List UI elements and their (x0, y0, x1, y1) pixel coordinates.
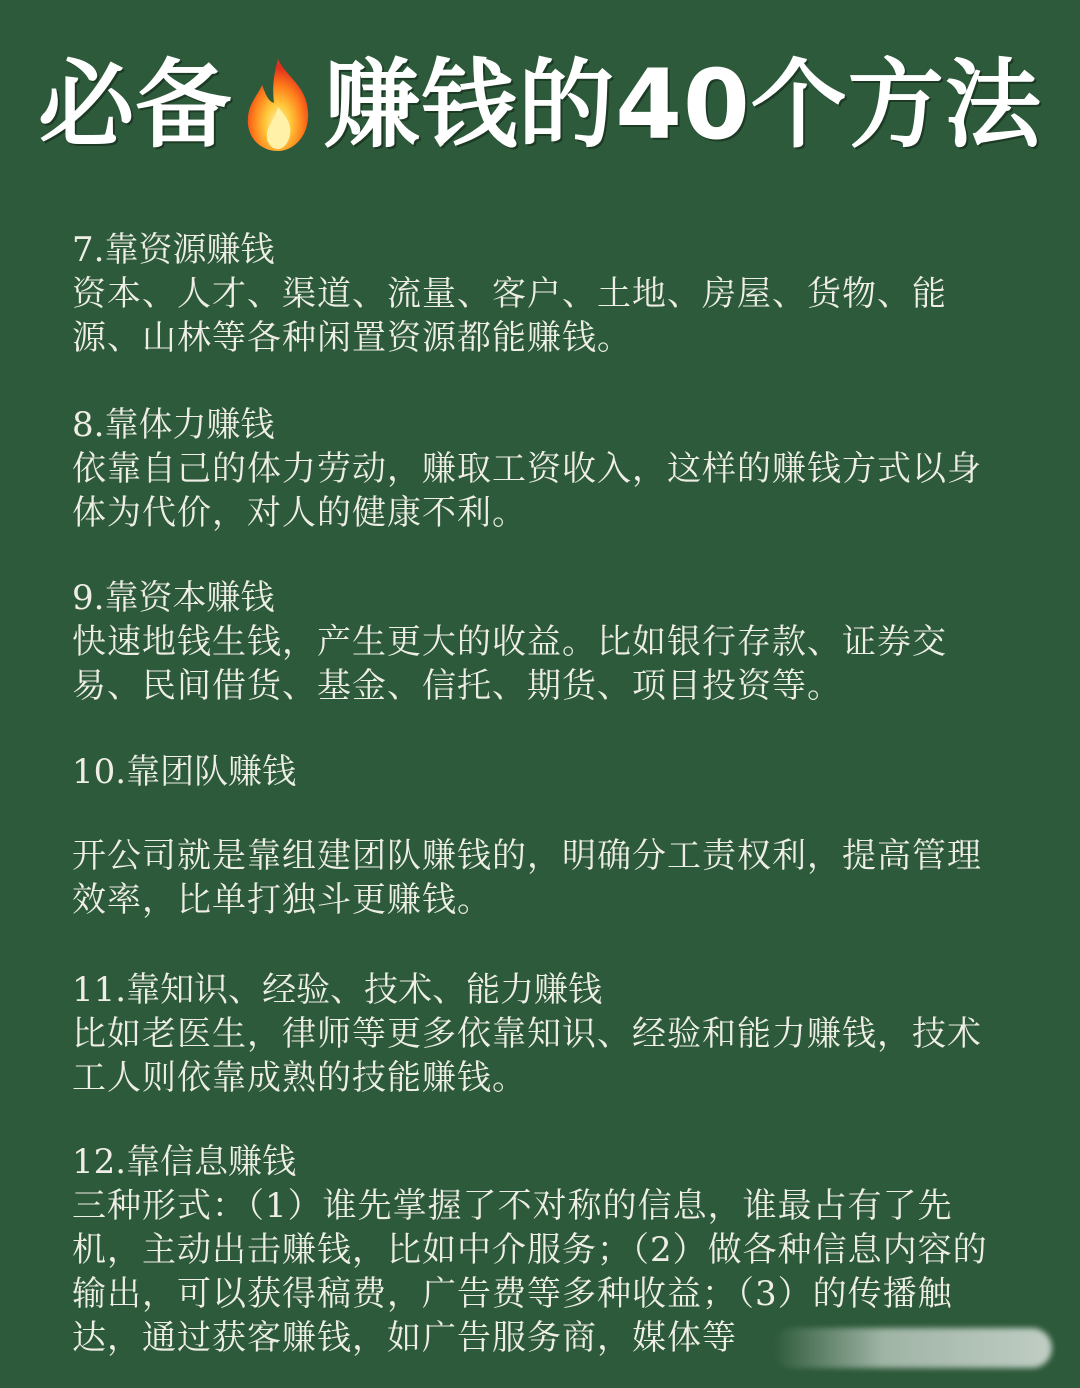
title-prefix: 必备 (38, 49, 233, 161)
section-7 (72, 228, 1012, 360)
section-body: 依靠自己的体力劳动，赚取工资收入，这样的赚钱方式以身体为代价，对人的健康不利。 (72, 449, 982, 533)
title-suffix: 赚钱的40个方法 (324, 49, 1042, 161)
section-heading: 9.靠资本赚钱 (72, 578, 275, 618)
fire-icon (236, 55, 320, 155)
section-body: 快速地钱生钱，产生更大的收益。比如银行存款、证券交易、民间借货、基金、信托、期货、项目投资等。 (72, 622, 947, 706)
section-heading: 11.靠知识、经验、技术、能力赚钱 (72, 970, 603, 1010)
section-body: 比如老医生，律师等更多依靠知识、经验和能力赚钱，技术工人则依靠成熟的技能赚钱。 (72, 1014, 982, 1098)
section-11 (72, 968, 1012, 1100)
section-heading: 8.靠体力赚钱 (72, 405, 275, 445)
section-heading: 7.靠资源赚钱 (72, 230, 275, 270)
section-body: 三种形式：（1）谁先掌握了不对称的信息，谁最占有了先机，主动出击赚钱，比如中介服务；（2）做各种信息内容的输出，可以获得稿费，广告费等多种收益；（3）的传播触达，通过获客赚钱，如广告服务商，媒体等 (72, 1186, 988, 1358)
section-9 (72, 576, 1012, 708)
page-title (0, 40, 1080, 170)
watermark-blur (772, 1328, 1052, 1368)
section-body: 资本、人才、渠道、流量、客户、土地、房屋、货物、能源、山林等各种闲置资源都能赚钱。 (72, 274, 947, 358)
section-heading: 12.靠信息赚钱 (72, 1142, 297, 1182)
section-8 (72, 403, 1012, 535)
section-body: 开公司就是靠组建团队赚钱的，明确分工责权利，提高管理效率，比单打独斗更赚钱。 (72, 836, 982, 920)
section-12 (72, 1140, 1012, 1360)
section-heading: 10.靠团队赚钱 (72, 752, 297, 792)
section-10 (72, 750, 1012, 922)
